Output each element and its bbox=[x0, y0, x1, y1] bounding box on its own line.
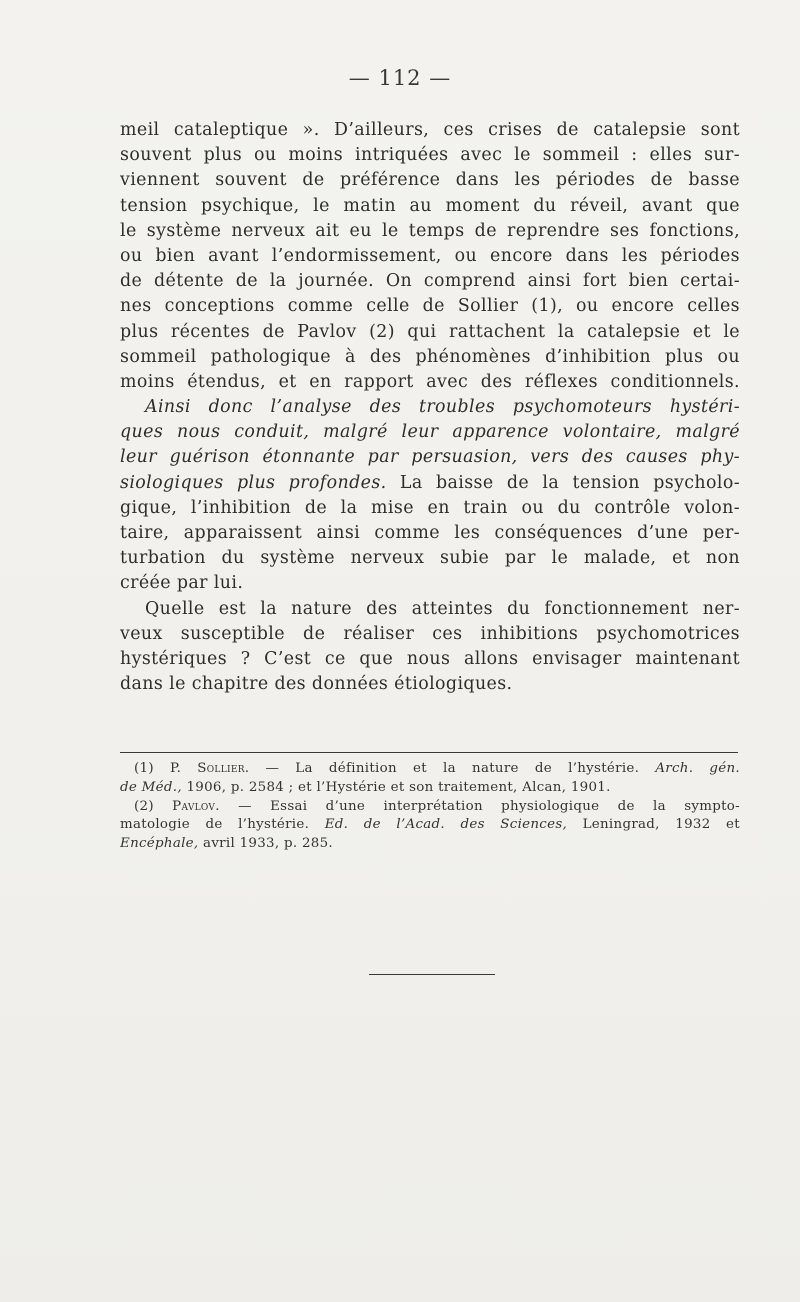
footnote-text: — La définition et la nature de l’hystérie. bbox=[265, 761, 640, 776]
footnote-text: 1906, p. 2584 ; et l’Hystérie et son traitement, Alcan, 1901. bbox=[186, 779, 611, 795]
footnote-journal: Arch. gén. bbox=[655, 761, 740, 776]
text-line-italic: Ainsi donc l’analyse des troubles psychomoteurs hystéri- bbox=[145, 397, 740, 418]
text-line: souvent plus ou moins intriquées avec le sommeil : elles sur- bbox=[120, 145, 740, 166]
footnote-text: matologie de l’hystérie. bbox=[120, 817, 310, 833]
text-line: moins étendus, et en rapport avec des réflexes conditionnels. bbox=[120, 371, 740, 392]
footnote-source: Ed. de l’Acad. des Sciences, bbox=[324, 817, 568, 833]
text-line: hystériques ? C’est ce que nous allons envisager maintenant bbox=[120, 648, 740, 669]
footnote-1-line-2 bbox=[120, 779, 740, 798]
footnote-text: — Essai d’une interprétation physiologique de la sympto- bbox=[238, 798, 740, 814]
text-line: tension psychique, le matin au moment du réveil, avant que bbox=[120, 195, 740, 216]
italic-phrase: siologiques plus profondes. bbox=[120, 472, 387, 493]
text-line-mixed bbox=[120, 471, 740, 496]
footnote-separator-rule bbox=[120, 752, 738, 753]
page-number: — 112 — bbox=[348, 66, 452, 90]
footnote-author: Pavlov. bbox=[172, 798, 220, 814]
text-line: nes conceptions comme celle de Sollier (1), ou encore celles bbox=[120, 296, 740, 317]
footnote-author: Sollier. bbox=[197, 761, 250, 776]
text-line: turbation du système nerveux subie par le malade, et non bbox=[120, 548, 740, 569]
footnotes bbox=[120, 760, 740, 854]
text-line: ou bien avant l’endormissement, ou encore dans les périodes bbox=[120, 245, 740, 266]
footnote-text: Leningrad, 1932 et bbox=[582, 817, 740, 833]
text-line: sommeil pathologique à des phénomènes d’inhibition plus ou bbox=[120, 346, 740, 367]
end-rule bbox=[369, 974, 495, 975]
text-line: Quelle est la nature des atteintes du fonctionnement ner- bbox=[145, 598, 740, 619]
text-line-italic: leur guérison étonnante par persuasion, vers des causes phy- bbox=[120, 447, 740, 468]
text-line: de détente de la journée. On comprend ainsi fort bien certai- bbox=[120, 271, 740, 292]
text-line: viennent souvent de préférence dans les périodes de basse bbox=[120, 170, 740, 191]
footnote-number: (2) bbox=[134, 798, 154, 814]
body-text bbox=[120, 118, 740, 697]
footnote-2-line-3 bbox=[120, 835, 740, 854]
text-line: créée par lui. bbox=[120, 573, 244, 594]
footnote-2-line-2 bbox=[120, 816, 740, 835]
text-line: le système nerveux ait eu le temps de reprendre ses fonctions, bbox=[120, 220, 740, 241]
footnote-journal: de Méd., bbox=[120, 779, 182, 795]
text-line: taire, apparaissent ainsi comme les conséquences d’une per- bbox=[120, 523, 740, 543]
text-line-italic: ques nous conduit, malgré leur apparence volontaire, malgré bbox=[120, 422, 740, 443]
footnote-number: (1) bbox=[134, 761, 154, 776]
footnote-source: Encéphale, bbox=[120, 836, 199, 852]
text-line: veux susceptible de réaliser ces inhibitions psychomotrices bbox=[120, 623, 740, 644]
footnote-2-line-1 bbox=[120, 798, 740, 817]
roman-phrase: La baisse de la tension psycholo- bbox=[399, 472, 740, 493]
text-line: plus récentes de Pavlov (2) qui rattachent la catalepsie et le bbox=[120, 321, 740, 342]
text-line: meil cataleptique ». D’ailleurs, ces crises de catalepsie sont bbox=[120, 120, 740, 140]
footnote-author-initial: P. bbox=[170, 761, 182, 776]
footnote-1-line-1 bbox=[120, 760, 740, 779]
footnote-text: avril 1933, p. 285. bbox=[203, 836, 333, 852]
text-line: gique, l’inhibition de la mise en train ou du contrôle volon- bbox=[120, 497, 740, 518]
text-line: dans le chapitre des données étiologiques. bbox=[120, 674, 513, 695]
